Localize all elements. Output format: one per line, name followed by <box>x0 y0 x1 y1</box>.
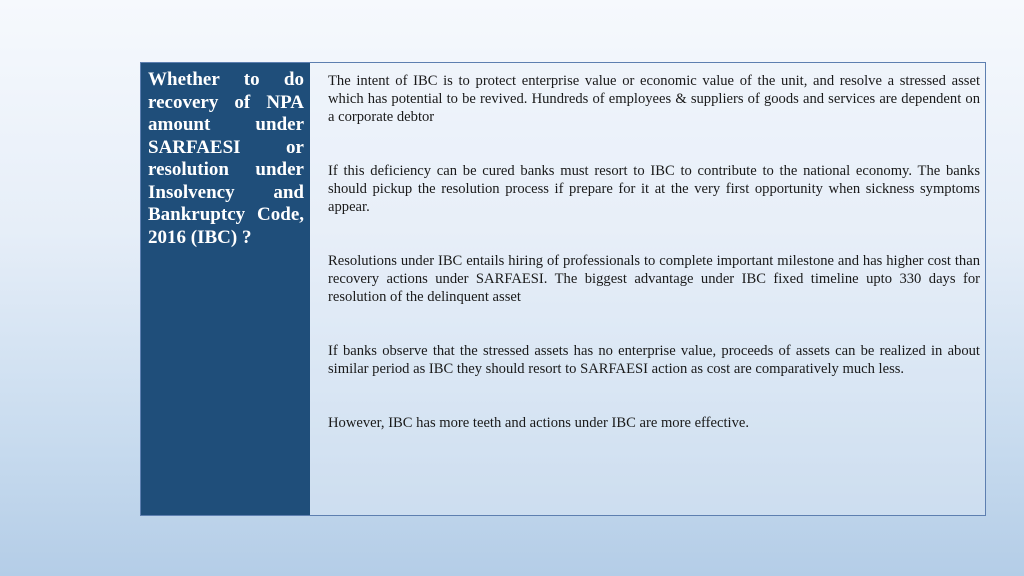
paragraph-deficiency: If this deficiency can be cured banks must resort to IBC to contribute to the national economy. The banks should pickup the resolution process if prepare for it at the very first opportunity when sickness symptoms appear. <box>328 163 980 215</box>
paragraph-resolutions: Resolutions under IBC entails hiring of professionals to complete important milestone and has higher cost than recovery actions under SARFAESI. The biggest advantage under IBC fixed timeline upto 330 days for resolution of the delinquent asset <box>328 253 980 305</box>
question-heading: Whether to do recovery of NPA amount under SARFAESI or resolution under Insolvency and Bankruptcy Code, 2016 (IBC) ? <box>148 69 304 248</box>
answer-panel <box>310 63 985 515</box>
paragraph-intent: The intent of IBC is to protect enterprise value or economic value of the unit, and resolve a stressed asset which has potential to be revived. Hundreds of employees & suppliers of goods and services are dependent on a corporate debtor <box>328 73 980 125</box>
question-panel <box>141 63 310 515</box>
content-table <box>140 62 986 516</box>
paragraph-enterprise-value: If banks observe that the stressed assets has no enterprise value, proceeds of assets can be realized in about similar period as IBC they should resort to SARFAESI action as cost are comparatively much less. <box>328 343 980 377</box>
paragraph-conclusion: However, IBC has more teeth and actions under IBC are more effective. <box>328 415 749 431</box>
